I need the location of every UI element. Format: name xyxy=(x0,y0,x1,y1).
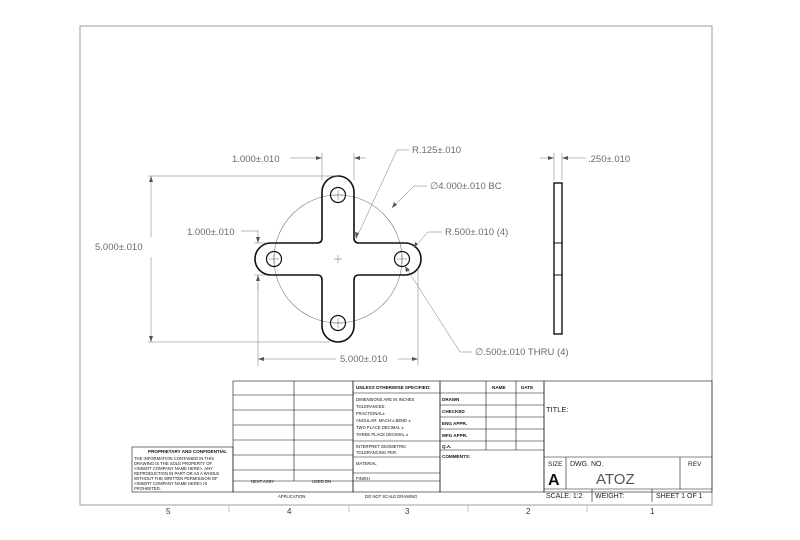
svg-text:<INSERT COMPANY NAME HERE>. AN: <INSERT COMPANY NAME HERE>. ANY xyxy=(134,466,213,471)
tb-dwg-no-label: DWG. NO. xyxy=(570,461,604,468)
tb-tolerances: TOLERANCES: xyxy=(356,404,386,409)
side-view-outline xyxy=(554,183,562,334)
svg-text:PROHIBITED.: PROHIBITED. xyxy=(134,486,161,491)
dim-arm-width-2: 1.000±.010 xyxy=(187,227,235,238)
tb-material: MATERIAL xyxy=(356,461,377,466)
tb-interpret: INTERPRET GEOMETRIC xyxy=(356,444,407,449)
tb-qa: Q.A. xyxy=(442,444,452,449)
tb-title-label: TITLE: xyxy=(546,405,569,414)
tb-dwg-no: ATOZ xyxy=(596,471,635,488)
dim-end-radius: R.500±.010 (4) xyxy=(445,227,509,238)
center-marks xyxy=(269,190,407,328)
tb-mfg-appr: MFG APPR. xyxy=(442,433,468,438)
zone-2: 2 xyxy=(526,507,531,516)
tb-drawn: DRAWN xyxy=(442,397,460,402)
svg-text:THE INFORMATION CONTAINED IN T: THE INFORMATION CONTAINED IN THIS xyxy=(134,456,215,461)
tb-size-value: A xyxy=(548,472,560,489)
tb-proprietary-heading: PROPRIETARY AND CONFIDENTIAL xyxy=(148,449,228,454)
tb-weight: WEIGHT: xyxy=(595,493,625,500)
dim-arm-width: 1.000±.010 xyxy=(232,154,280,165)
dim-hole: ∅.500±.010 THRU (4) xyxy=(475,347,569,358)
tb-proprietary-body xyxy=(134,456,219,491)
arrowheads xyxy=(149,156,568,361)
tb-checked: CHECKED xyxy=(442,409,465,414)
front-view xyxy=(95,145,630,366)
tb-do-not-scale: DO NOT SCALE DRAWING xyxy=(365,494,418,499)
tb-rev: REV xyxy=(688,461,702,468)
tb-scale: SCALE: 1:2 xyxy=(546,493,583,500)
zone-1: 1 xyxy=(650,507,655,516)
zone-3: 3 xyxy=(405,507,410,516)
tb-size-label: SIZE xyxy=(548,461,563,468)
zone-5: 5 xyxy=(166,507,171,516)
side-view xyxy=(554,183,562,334)
tb-tolerancing: TOLERANCING PER: xyxy=(356,450,398,455)
tb-finish: FINISH xyxy=(356,476,370,481)
dim-overall-height: 5.000±.010 xyxy=(95,242,143,253)
tb-three-place: THREE PLACE DECIMAL ± xyxy=(356,432,409,437)
tb-eng-appr: ENG APPR. xyxy=(442,421,468,426)
tb-two-place: TWO PLACE DECIMAL ± xyxy=(356,425,404,430)
tb-used-on: USED ON xyxy=(312,479,332,484)
tb-angular: ANGULAR: MACH ± BEND ± xyxy=(356,418,411,423)
dim-tip-radius: R.125±.010 xyxy=(412,145,462,156)
tb-comments: COMMENTS: xyxy=(442,454,471,459)
dim-overall-width: 5.000±.010 xyxy=(340,354,388,365)
tb-application: APPLICATION xyxy=(278,494,306,499)
svg-text:DRAWING IS THE SOLE PROPERTY O: DRAWING IS THE SOLE PROPERTY OF xyxy=(134,461,213,466)
svg-text:<INSERT COMPANY NAME HERE> IS: <INSERT COMPANY NAME HERE> IS xyxy=(134,481,208,486)
tb-sheet: SHEET 1 OF 1 xyxy=(656,493,703,500)
dimension-lines xyxy=(148,150,586,366)
tb-fractional: FRACTIONAL± xyxy=(356,411,385,416)
tb-unless: UNLESS OTHERWISE SPECIFIED: xyxy=(356,385,431,390)
dim-thickness: .250±.010 xyxy=(588,154,631,165)
tb-date-col: DATE xyxy=(521,385,534,390)
tb-next-assy: NEXT ASSY xyxy=(251,479,275,484)
tb-name-col: NAME xyxy=(492,385,506,390)
svg-text:REPRODUCTION IN PART OR AS A W: REPRODUCTION IN PART OR AS A WHOLE xyxy=(134,471,220,476)
dim-bolt-circle: ∅4.000±.010 BC xyxy=(430,181,502,192)
svg-text:WITHOUT THE WRITTEN PERMISSION: WITHOUT THE WRITTEN PERMISSION OF xyxy=(134,476,218,481)
tb-dims-in: DIMENSIONS ARE IN INCHES xyxy=(356,397,415,402)
zone-4: 4 xyxy=(287,507,292,516)
